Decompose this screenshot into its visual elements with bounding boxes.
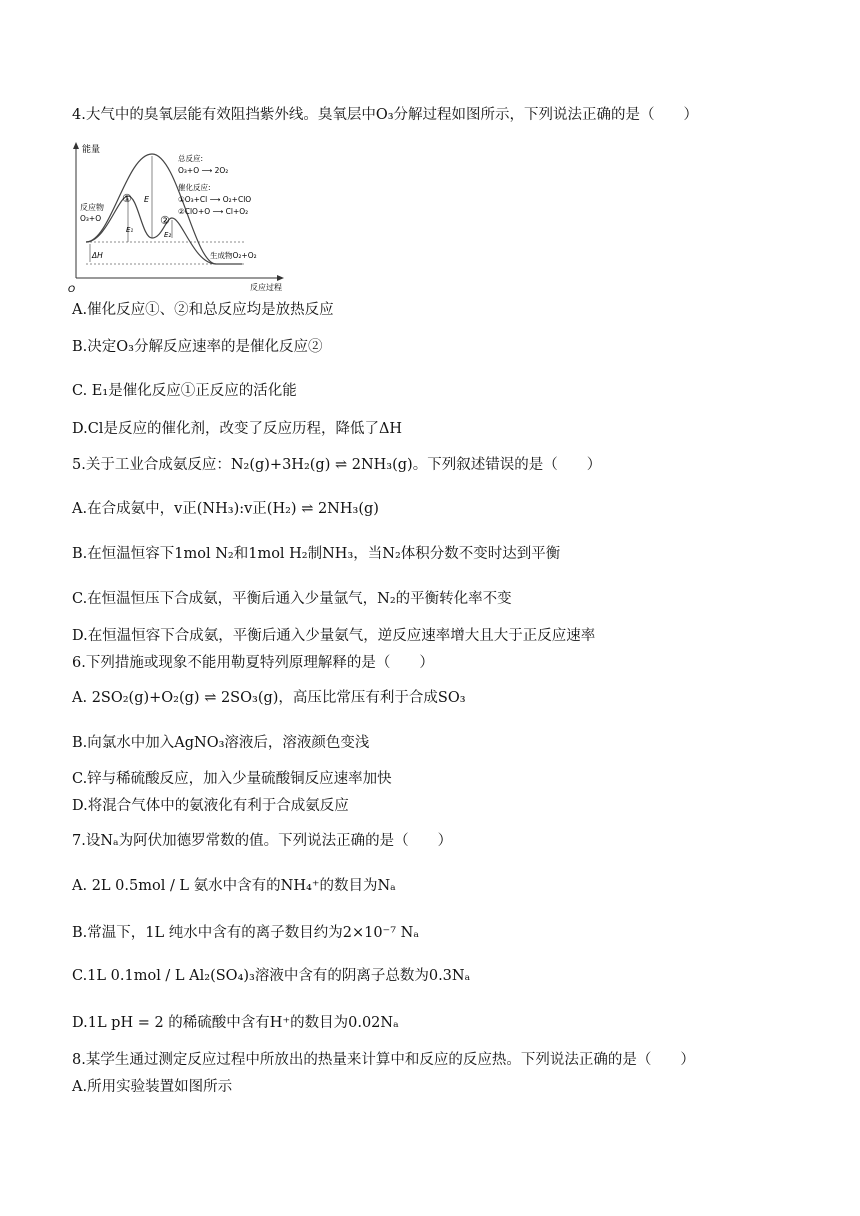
q5-option-c: C.在恒温恒压下合成氨，平衡后通入少量氩气，N₂的平衡转化率不变: [72, 591, 512, 607]
product-label: 生成物O₂+O₂: [210, 251, 257, 260]
total-reaction-title: 总反应:: [178, 154, 204, 163]
q6-option-b: B.向氯水中加入AgNO₃溶液后，溶液颜色变浅: [72, 735, 370, 751]
q5-option-a: A.在合成氨中，v正(NH₃):v正(H₂) ⇌ 2NH₃(g): [72, 501, 379, 517]
reactant-label: 反应物: [80, 203, 104, 212]
origin-label: O: [68, 285, 76, 295]
catalytic-title: 催化反应:: [178, 183, 211, 192]
q7-stem: 7.设Nₐ为阿伏加德罗常数的值。下列说法正确的是（ ）: [72, 833, 453, 849]
q5-option-b: B.在恒温恒容下1mol N₂和1mol H₂制NH₃，当N₂体积分数不变时达到平衡: [72, 546, 561, 562]
q6-option-d: D.将混合气体中的氨液化有利于合成氨反应: [72, 798, 349, 814]
label-dH: ΔH: [92, 251, 103, 260]
q4-option-a: A.催化反应①、②和总反应均是放热反应: [72, 302, 334, 318]
q7-option-c: C.1L 0.1mol / L Al₂(SO₄)₃溶液中含有的阴离子总数为0.3Nₐ: [72, 968, 471, 984]
q6-option-a: A. 2SO₂(g)+O₂(g) ⇌ 2SO₃(g)，高压比常压有利于合成SO₃: [72, 690, 466, 706]
total-reaction-eq: O₃+O ⟶ 2O₂: [178, 166, 229, 175]
label-E1: E₁: [126, 226, 134, 234]
reactant-formula: O₃+O: [80, 214, 102, 223]
marker-1: ①: [122, 192, 132, 205]
q4-option-c: C. E₁是催化反应①正反应的活化能: [72, 383, 297, 399]
q4-option-b: B.决定O₃分解反应速率的是催化反应②: [72, 339, 323, 355]
q4-option-d: D.Cl是反应的催化剂，改变了反应历程，降低了ΔH: [72, 421, 403, 437]
catalytic-eq1: ①O₃+Cl ⟶ O₂+ClO: [178, 195, 252, 204]
q7-option-a: A. 2L 0.5mol / L 氨水中含有的NH₄⁺的数目为Nₐ: [72, 878, 396, 894]
energy-profile-diagram: [66, 140, 286, 300]
q4-stem: 4.大气中的臭氧层能有效阻挡紫外线。臭氧层中O₃分解过程如图所示，下列说法正确的是（ ）: [72, 107, 699, 123]
y-axis-label: 能量: [82, 145, 101, 155]
q7-option-b: B.常温下，1L 纯水中含有的离子数目约为2×10⁻⁷ Nₐ: [72, 925, 419, 941]
q5-stem: 5.关于工业合成氨反应：N₂(g)+3H₂(g) ⇌ 2NH₃(g)。下列叙述错误的是（ ）: [72, 457, 602, 473]
catalytic-eq2: ②ClO+O ⟶ Cl+O₂: [178, 207, 249, 216]
q5-option-d: D.在恒温恒容下合成氨，平衡后通入少量氨气，逆反应速率增大且大于正反应速率: [72, 628, 596, 644]
marker-2: ②: [160, 214, 170, 227]
q6-stem: 6.下列措施或现象不能用勒夏特列原理解释的是（ ）: [72, 655, 434, 671]
q7-option-d: D.1L pH = 2 的稀硫酸中含有H⁺的数目为0.02Nₐ: [72, 1015, 399, 1031]
q8-stem: 8.某学生通过测定反应过程中所放出的热量来计算中和反应的反应热。下列说法正确的是（ ）: [72, 1052, 695, 1068]
x-axis-label: 反应过程: [250, 283, 282, 292]
label-E2: E₂: [164, 231, 172, 239]
label-E: E: [144, 195, 150, 204]
q6-option-c: C.锌与稀硫酸反应，加入少量硫酸铜反应速率加快: [72, 771, 392, 787]
q8-option-a: A.所用实验装置如图所示: [72, 1079, 233, 1095]
